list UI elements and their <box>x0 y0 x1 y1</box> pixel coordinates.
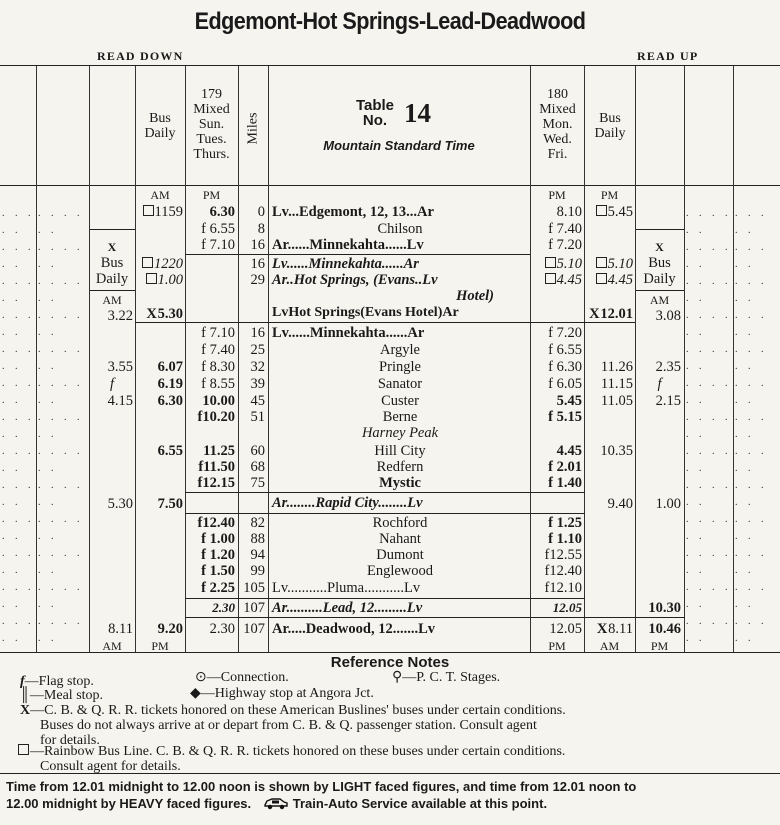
station: Englewood <box>366 563 434 579</box>
cell: 11.25 <box>203 443 235 459</box>
ampm-top: PM <box>202 188 221 202</box>
cell: f 7.20 <box>548 325 582 341</box>
cell: 105 <box>243 580 265 596</box>
cell: 5.45 <box>556 393 582 409</box>
cell: 11.05 <box>600 393 633 409</box>
cell: 6.07 <box>157 359 183 375</box>
cell: 4.45 <box>607 272 633 288</box>
cell: f11.50 <box>198 459 235 475</box>
cell: 99 <box>250 563 265 579</box>
cell: f10.20 <box>197 409 235 425</box>
cell: f 7.20 <box>548 237 582 253</box>
table-number: 14 <box>404 98 431 128</box>
row-rule <box>185 513 585 514</box>
cell <box>584 621 633 637</box>
cell: f12.10 <box>544 580 582 596</box>
cell <box>584 272 633 288</box>
note-meal-stop <box>20 688 103 703</box>
cell: f12.40 <box>544 563 582 579</box>
cell <box>530 272 582 288</box>
cell <box>530 256 582 272</box>
dot-leaders: . . . . . . . . . . . . . . . . . . . . . . . . . . . . . . . . . . . . . . . . . . . . . . . . . . . . . . . . . . . . . . . . . <box>735 208 768 644</box>
cell: f <box>109 376 115 392</box>
rainbow-box-icon <box>18 744 29 755</box>
cell: 2.30 <box>209 621 235 637</box>
cell: f 2.01 <box>548 459 582 475</box>
reference-notes-title: Reference Notes <box>330 654 450 671</box>
note-connection <box>195 670 289 685</box>
pct-stage-icon: ⚲ <box>392 670 403 685</box>
ampm-top: PM <box>548 188 566 202</box>
header-bus-daily-left: Bus Daily <box>144 111 176 141</box>
ampm-top: AM <box>150 188 170 202</box>
note-text: for details. <box>40 733 100 748</box>
cell: 4.45 <box>556 272 582 288</box>
station: LvHot Springs(Evans Hotel)Ar <box>272 305 459 320</box>
cell: 60 <box>250 443 265 459</box>
read-up-label: READ UP <box>637 49 699 63</box>
side-header-symbol-left: X <box>107 240 117 254</box>
cell: 51 <box>250 409 265 425</box>
side-header-rule <box>636 229 684 230</box>
cell: 6.30 <box>209 204 235 220</box>
rainbow-box-icon <box>146 273 157 284</box>
footer-line: Time from 12.01 midnight to 12.00 noon is shown by LIGHT faced figures, and time from 12.01 noon to <box>6 779 637 794</box>
station: Mystic <box>379 475 421 491</box>
station: Ar..Hot Springs, (Evans..Lv <box>272 272 438 288</box>
header-miles <box>239 104 267 154</box>
note-text: —Meal stop. <box>29 688 104 703</box>
dot-leaders: . . . . . . . . . . . . . . . . . . . . . . . . . . . . . . . . . . . . . . . . . . . . . . . . . . . . . . . . . . . . . . . . . . . . . . . . . . . . . . <box>686 208 732 644</box>
highway-diamond-icon: ◆ <box>190 686 201 701</box>
cell: 9.20 <box>157 621 183 637</box>
cell: 75 <box>250 475 265 491</box>
cell: 88 <box>250 531 265 547</box>
cell: 5.45 <box>607 204 633 220</box>
station: Berne <box>382 409 418 425</box>
cell: 0 <box>257 204 265 220</box>
cell: 25 <box>250 342 265 358</box>
cell: 68 <box>250 459 265 475</box>
cell: 3.55 <box>107 359 133 375</box>
cell: f 1.00 <box>201 531 235 547</box>
station: Lv...Edgemont, 12, 13...Ar <box>272 204 434 220</box>
note-text: —P. C. T. Stages. <box>402 670 501 685</box>
ampm-bottom: PM <box>548 639 566 653</box>
cell: 12.05 <box>549 621 582 637</box>
row-rule <box>135 322 635 323</box>
note-text: —Flag stop. <box>24 674 94 689</box>
ampm-bottom: PM <box>650 639 669 653</box>
note-text: Buses do not always arrive at or depart from C. B. & Q. passenger station. Consult agent <box>40 718 537 733</box>
meal-stop-icon: ║ <box>20 688 30 703</box>
side-header-label-left: Bus Daily <box>95 255 129 287</box>
cell: 5.10 <box>556 256 582 272</box>
note-text: —Highway stop at Angora Jct. <box>200 686 374 701</box>
note-flag-stop <box>20 674 94 689</box>
note-rainbow <box>18 744 565 759</box>
cell: f 8.55 <box>201 376 235 392</box>
cell: 5.30 <box>107 496 133 512</box>
station: Pringle <box>379 359 421 375</box>
station: Redfern <box>376 459 424 475</box>
cell: f 1.20 <box>201 547 235 563</box>
footer <box>6 778 776 812</box>
cell: f <box>657 376 662 392</box>
cell: 10.30 <box>648 600 681 616</box>
cell: 10.35 <box>600 443 633 459</box>
header-train-180: 180 Mixed Mon. Wed. Fri. <box>539 87 576 162</box>
cell: f12.40 <box>197 515 235 531</box>
header-train-179: 179 Mixed Sun. Tues. Thurs. <box>193 87 230 162</box>
cell: 12.01 <box>600 306 633 322</box>
station: Ar......Minnekahta......Lv <box>272 237 424 253</box>
cell: 3.22 <box>107 308 133 324</box>
cell: 1.00 <box>157 272 183 288</box>
side-header-ampm-left: AM <box>102 293 122 307</box>
row-rule <box>185 598 585 599</box>
station: Lv......Minnekahta......Ar <box>272 325 425 341</box>
cell: 32 <box>250 359 265 375</box>
cell <box>584 306 633 322</box>
cell: 12.05 <box>552 600 582 615</box>
time-zone-label: Mountain Standard Time <box>323 138 475 153</box>
station: Ar........Rapid City........Lv <box>272 495 423 511</box>
note-text: —C. B. & Q. R. R. tickets honored on these American Buslines' buses under certain conditions. <box>30 703 566 718</box>
cell: f12.55 <box>544 547 582 563</box>
station: Nahant <box>379 531 421 547</box>
car-icon <box>263 796 289 810</box>
cell: 39 <box>250 376 265 392</box>
cell: 16 <box>250 237 265 253</box>
rainbow-box-icon <box>143 205 154 216</box>
cell: 2.30 <box>212 600 235 615</box>
cell: f 6.05 <box>548 376 582 392</box>
cell <box>135 256 183 272</box>
note-text: —Rainbow Bus Line. C. B. & Q. R. R. tickets honored on these buses under certain conditions. <box>30 744 566 759</box>
row-rule <box>185 254 530 255</box>
cell: f 7.40 <box>548 221 582 237</box>
footer-line <box>6 795 776 812</box>
cell: 1.00 <box>655 496 681 512</box>
cell: f 1.25 <box>548 515 582 531</box>
station: Rochford <box>372 515 428 531</box>
cell: 4.45 <box>556 443 582 459</box>
cell: 9.40 <box>607 496 633 512</box>
cell <box>584 204 633 220</box>
cell: 5.30 <box>157 306 183 322</box>
note-cbq <box>20 703 566 718</box>
connection-icon: ⊙ <box>195 670 207 685</box>
side-header-label-right: Bus Daily <box>643 255 676 287</box>
read-down-label: READ DOWN <box>97 49 184 63</box>
bus-x-icon: X <box>589 306 600 322</box>
ampm-bottom: PM <box>151 639 169 653</box>
dot-leaders: . . . . . . . . . . . . . . . . . . . . . . . . . . . . . . . . . . . . . . . . . . . . . . . . . . . . . . . . . . . . . . . . . <box>2 208 35 644</box>
cell: 82 <box>250 515 265 531</box>
cell: 10.00 <box>202 393 235 409</box>
station: Hill City <box>374 443 426 459</box>
side-header-rule <box>90 229 135 230</box>
cell: 11.15 <box>600 376 633 392</box>
cell: 8.11 <box>108 621 133 637</box>
row-rule <box>185 492 585 493</box>
cell: 10.46 <box>648 621 681 637</box>
ampm-top: PM <box>600 188 619 202</box>
header-bus-daily-right: Bus Daily <box>594 111 626 141</box>
cell: 45 <box>250 393 265 409</box>
cell: 94 <box>250 547 265 563</box>
station: Lv...........Pluma...........Lv <box>272 580 421 596</box>
ampm-bottom: AM <box>599 639 620 653</box>
rainbow-box-icon <box>596 205 607 216</box>
dot-leaders: . . . . . . . . . . . . . . . . . . . . . . . . . . . . . . . . . . . . . . . . . . . . . . . . . . . . . . . . . . . . . . . . . . . . . . . . . . . . . . <box>38 208 84 644</box>
side-header-ampm-right: AM <box>649 293 670 307</box>
footer-text: Train-Auto Service available at this point. <box>292 796 548 811</box>
cell: f 1.10 <box>548 531 582 547</box>
cell: 6.30 <box>157 393 183 409</box>
cell: 29 <box>250 272 265 288</box>
rainbow-box-icon <box>596 257 607 268</box>
cell: 11.26 <box>600 359 633 375</box>
bus-x-icon: X <box>146 306 157 322</box>
cell: 1220 <box>154 256 183 272</box>
table-top-rule <box>0 65 780 66</box>
cell: 6.19 <box>157 376 183 392</box>
ampm-bottom: AM <box>102 639 122 653</box>
cell: 4.15 <box>107 393 133 409</box>
station: Harney Peak <box>361 425 439 441</box>
col-line <box>684 66 685 652</box>
cell: f 7.10 <box>201 325 235 341</box>
station: Dumont <box>376 547 424 563</box>
cell: f 1.40 <box>548 475 582 491</box>
cell: 2.35 <box>655 359 681 375</box>
bus-x-icon: X <box>596 621 608 637</box>
rainbow-box-icon <box>142 257 153 268</box>
station: Hotel) <box>456 288 494 304</box>
cell: f 8.30 <box>201 359 235 375</box>
table-label: Table No. <box>355 97 395 129</box>
station: Custer <box>381 393 419 409</box>
side-header-rule <box>636 290 684 291</box>
cell: 107 <box>243 600 265 616</box>
cell: f 6.55 <box>201 221 235 237</box>
cell <box>135 306 183 322</box>
cell <box>135 272 183 288</box>
col-line <box>36 66 37 652</box>
note-text: —Connection. <box>206 670 289 685</box>
col-line <box>268 66 269 652</box>
cell: 16 <box>250 256 265 272</box>
cell: 107 <box>243 621 265 637</box>
cell: f 6.55 <box>548 342 582 358</box>
cell: f 7.10 <box>201 237 235 253</box>
col-line <box>733 66 734 652</box>
cell: 8 <box>257 221 265 237</box>
cell: f 2.25 <box>201 580 235 596</box>
note-text: Consult agent for details. <box>40 759 181 774</box>
cell: 8.10 <box>556 204 582 220</box>
rainbow-box-icon <box>545 257 556 268</box>
flag-stop-icon: f <box>20 674 25 689</box>
cell: 6.55 <box>157 443 183 459</box>
bus-x-icon: X <box>20 703 31 718</box>
cell: 7.50 <box>157 496 183 512</box>
station: Argyle <box>379 342 420 358</box>
station: Lv......Minnekahta......Ar <box>272 256 419 272</box>
side-header-symbol-right: X <box>655 240 664 254</box>
station: Chilson <box>377 221 423 237</box>
cell: 1159 <box>154 204 183 220</box>
side-header-rule <box>90 290 135 291</box>
cell <box>584 256 633 272</box>
station: Sanator <box>377 376 423 392</box>
note-highway-stop <box>190 686 374 701</box>
cell: 16 <box>250 325 265 341</box>
cell: f12.15 <box>197 475 235 491</box>
cell: f 7.40 <box>201 342 235 358</box>
cell: f 5.15 <box>548 409 582 425</box>
footer-text: 12.00 midnight by HEAVY faced figures. <box>6 796 252 811</box>
page-title: Edgemont-Hot Springs-Lead-Deadwood <box>194 8 586 35</box>
row-rule <box>185 617 685 618</box>
cell: f 6.30 <box>548 359 582 375</box>
note-pct-stages <box>392 670 500 685</box>
cell: f 1.50 <box>201 563 235 579</box>
cell: 2.15 <box>655 393 681 409</box>
cell: 3.08 <box>655 308 681 324</box>
table-row <box>135 204 183 220</box>
cell: 8.11 <box>608 621 633 637</box>
station: Ar..........Lead, 12.........Lv <box>272 600 423 616</box>
rainbow-box-icon <box>545 273 556 284</box>
cell: 5.10 <box>607 256 633 272</box>
station: Ar.....Deadwood, 12.......Lv <box>272 621 436 637</box>
miles-label: Miles <box>245 112 261 145</box>
rainbow-box-icon <box>596 273 607 284</box>
header-bottom-rule <box>0 185 780 186</box>
